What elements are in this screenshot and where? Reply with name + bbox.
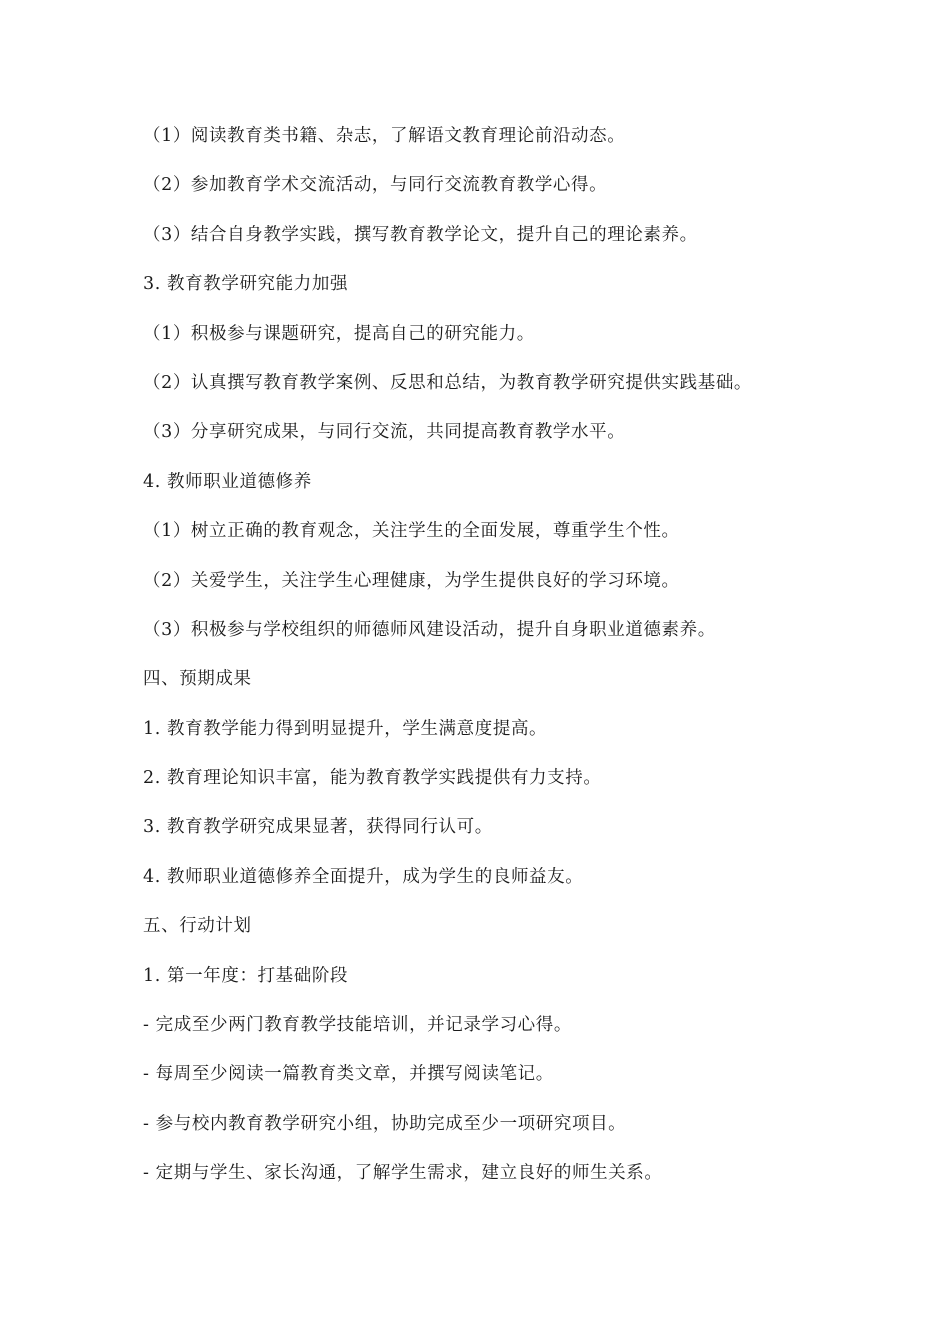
list-item-share-results: （3）分享研究成果，与同行交流，共同提高教育教学水平。 [143, 422, 626, 443]
list-item-academic-exchange: （2）参加教育学术交流活动，与同行交流教育教学心得。 [143, 175, 608, 196]
list-item-result-3: 3. 教育教学研究成果显著，获得同行认可。 [143, 817, 493, 838]
list-item-project-research: （1）积极参与课题研究，提高自己的研究能力。 [143, 323, 535, 344]
section-heading-professional-ethics: 4. 教师职业道德修养 [143, 471, 312, 492]
list-item-result-2: 2. 教育理论知识丰富，能为教育教学实践提供有力支持。 [143, 768, 602, 789]
list-item-result-1: 1. 教育教学能力得到明显提升，学生满意度提高。 [143, 718, 548, 739]
section-heading-first-year: 1. 第一年度：打基础阶段 [143, 965, 349, 986]
list-item-result-4: 4. 教师职业道德修养全面提升，成为学生的良师益友。 [143, 866, 584, 887]
list-item-ethics-activities: （3）积极参与学校组织的师德师风建设活动，提升自身职业道德素养。 [143, 619, 716, 640]
list-item-communication: - 定期与学生、家长沟通，了解学生需求，建立良好的师生关系。 [143, 1163, 663, 1184]
chapter-heading-action-plan: 五、行动计划 [143, 916, 252, 937]
list-item-weekly-reading: - 每周至少阅读一篇教育类文章，并撰写阅读笔记。 [143, 1064, 554, 1085]
section-heading-research-ability: 3. 教育教学研究能力加强 [143, 274, 349, 295]
list-item-care-students: （2）关爱学生，关注学生心理健康，为学生提供良好的学习环境。 [143, 570, 680, 591]
list-item-education-concept: （1）树立正确的教育观念，关注学生的全面发展，尊重学生个性。 [143, 521, 680, 542]
list-item-write-cases: （2）认真撰写教育教学案例、反思和总结，为教育教学研究提供实践基础。 [143, 372, 753, 393]
list-item-write-papers: （3）结合自身教学实践，撰写教育教学论文，提升自己的理论素养。 [143, 224, 698, 245]
chapter-heading-expected-results: 四、预期成果 [143, 669, 252, 690]
document-body [143, 118, 843, 1205]
list-item-research-group: - 参与校内教育教学研究小组，协助完成至少一项研究项目。 [143, 1113, 627, 1134]
list-item-training: - 完成至少两门教育教学技能培训，并记录学习心得。 [143, 1015, 572, 1036]
list-item-reading-books: （1）阅读教育类书籍、杂志，了解语文教育理论前沿动态。 [143, 126, 626, 146]
